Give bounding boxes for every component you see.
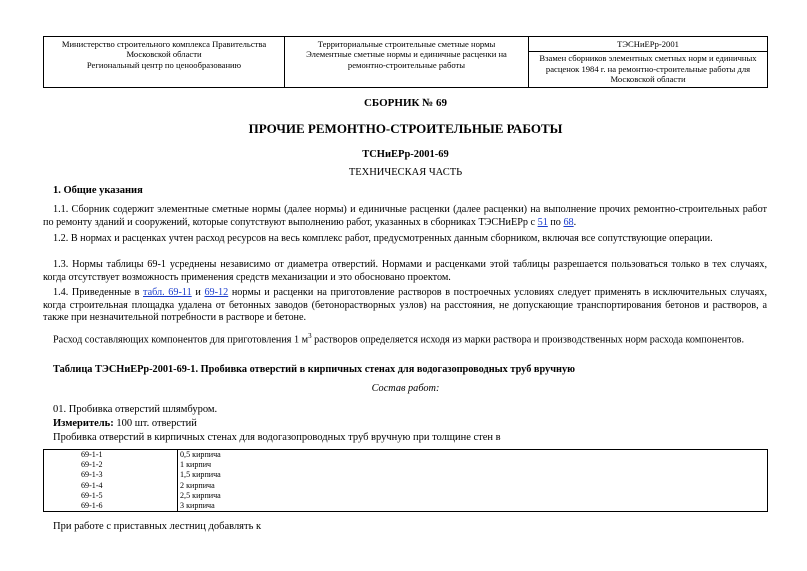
collection-code: ТСНиЕРр-2001-69 [362, 149, 449, 160]
link-collection-51[interactable]: 51 [537, 216, 548, 228]
header-replacement-line: Московской области [610, 74, 686, 85]
header-norms-line: ремонтно-строительные работы [347, 59, 466, 70]
ladder-note: При работе с приставных лестниц добавлять к [53, 521, 262, 532]
norm-code: 69-1-2 [44, 460, 178, 470]
paragraph-1-3 [43, 259, 767, 284]
paragraph-text: растворов определяется исходя из марки раствора и производственных норм расхода компонентов. [311, 334, 745, 346]
norm-description: Пробивка отверстий в кирпичных стенах для водогазопроводных труб вручную при толщине стен в [53, 432, 501, 443]
paragraph-1-4 [43, 287, 767, 325]
link-table-69-12[interactable]: 69-12 [204, 287, 229, 298]
document-header-table [43, 36, 768, 88]
paragraph-text: 1.4. Приведенные в [53, 287, 144, 298]
header-norms-line: Территориальные строительные сметные нормы [317, 39, 496, 49]
table-row [44, 450, 768, 461]
header-norms-line: Элементные сметные нормы и единичные расценки на [306, 49, 507, 60]
norm-wall-thickness: 2 кирпича [180, 480, 215, 490]
header-org-line: Министерство строительного комплекса Правительства [61, 39, 267, 49]
table-row [44, 481, 768, 491]
paragraph-1-1 [43, 204, 767, 229]
norms-units-table [43, 449, 768, 512]
table-title: Таблица ТЭСНиЕРр-2001-69-1. Пробивка отверстий в кирпичных стенах для водогазопроводных труб вручную [53, 364, 575, 375]
header-replacement-line: Взамен сборников элементных сметных норм и единичных [539, 53, 757, 64]
paragraph-text: по [547, 216, 564, 228]
link-table-69-11[interactable]: табл. 69-11 [143, 287, 192, 298]
technical-part-heading: ТЕХНИЧЕСКАЯ ЧАСТЬ [348, 167, 463, 178]
header-org-line: Региональный центр по ценообразованию [86, 59, 242, 70]
collection-title: ПРОЧИЕ РЕМОНТНО-СТРОИТЕЛЬНЫЕ РАБОТЫ [248, 121, 563, 136]
paragraph-text: 1.1. Сборник содержит элементные сметные нормы (далее нормы) и единичные расценки (далее расценки) на выполнение прочих ремонтно-строительных работ по ремонту зданий и сооружений, которые сопутствуют выполнению работ, указанных в сборниках ТЭСНиЕРр с [43, 204, 767, 228]
measure-line [53, 418, 197, 429]
table-row [44, 491, 768, 501]
header-norms-cell [285, 37, 529, 88]
table-row [44, 501, 768, 512]
table-row [44, 470, 768, 480]
header-org-line: Московской области [126, 49, 202, 60]
norm-code: 69-1-4 [44, 481, 178, 491]
header-replacement-note [529, 51, 767, 84]
paragraph-text: нормы и расценки на приготовление растворов в построечных условиях следует применять в исключительных случаях, когда строительная площадка удалена от бетонных заводов (бетонорастворных узлов) на расстояния, не допускающие транспортирования бетонов и растворов, а также при незначительной потребности в растворе и бетоне. [43, 287, 768, 323]
norm-wall-thickness: 1,5 кирпича [180, 470, 221, 480]
table-row [44, 460, 768, 470]
collection-number: СБОРНИК № 69 [363, 97, 448, 109]
paragraph-text: 1.3. Нормы таблицы 69-1 усреднены независимо от диаметра отверстий. Нормами и расценками этой таблицы разрешается пользоваться только в тех случаях, когда отсутствует возможность применения средств механизации и это обосновано проектом. [43, 259, 767, 283]
paragraph-text: 1.2. В нормах и расценках учтен расход ресурсов на весь комплекс работ, предусмотренных данным сборником, включая все сопутствующие операции. [53, 233, 713, 244]
paragraph-text: Расход составляющих компонентов для приготовления 1 м [53, 334, 309, 346]
measure-value: 100 шт. отверстий [113, 418, 197, 429]
link-collection-68[interactable]: 68 [563, 216, 574, 228]
norm-code: 69-1-1 [44, 450, 178, 461]
section-heading: 1. Общие указания [53, 185, 143, 196]
norm-code: 69-1-5 [44, 491, 178, 501]
norm-wall-thickness: 0,5 кирпича [180, 450, 221, 459]
work-operation: 01. Пробивка отверстий шлямбуром. [53, 404, 218, 415]
paragraph-components [43, 330, 767, 347]
header-code-cell [529, 37, 768, 88]
paragraph-1-2 [43, 233, 767, 246]
paragraph-text: . [573, 216, 577, 228]
norm-wall-thickness: 1 кирпич [180, 460, 212, 470]
composition-label: Состав работ: [371, 383, 440, 394]
header-organization-cell [44, 37, 285, 88]
header-code-title: ТЭСНиЕРр-2001 [617, 39, 679, 49]
header-replacement-line: расценок 1984 г. на ремонтно-строительные работы для [545, 63, 751, 74]
superscript-3: 3 [308, 332, 312, 340]
norm-code: 69-1-3 [44, 470, 178, 480]
norm-wall-thickness: 3 кирпича [180, 501, 215, 511]
paragraph-text: и [191, 287, 205, 298]
norm-code: 69-1-6 [44, 501, 178, 512]
measure-label: Измеритель: [53, 418, 114, 429]
norm-wall-thickness: 2,5 кирпича [180, 490, 221, 500]
